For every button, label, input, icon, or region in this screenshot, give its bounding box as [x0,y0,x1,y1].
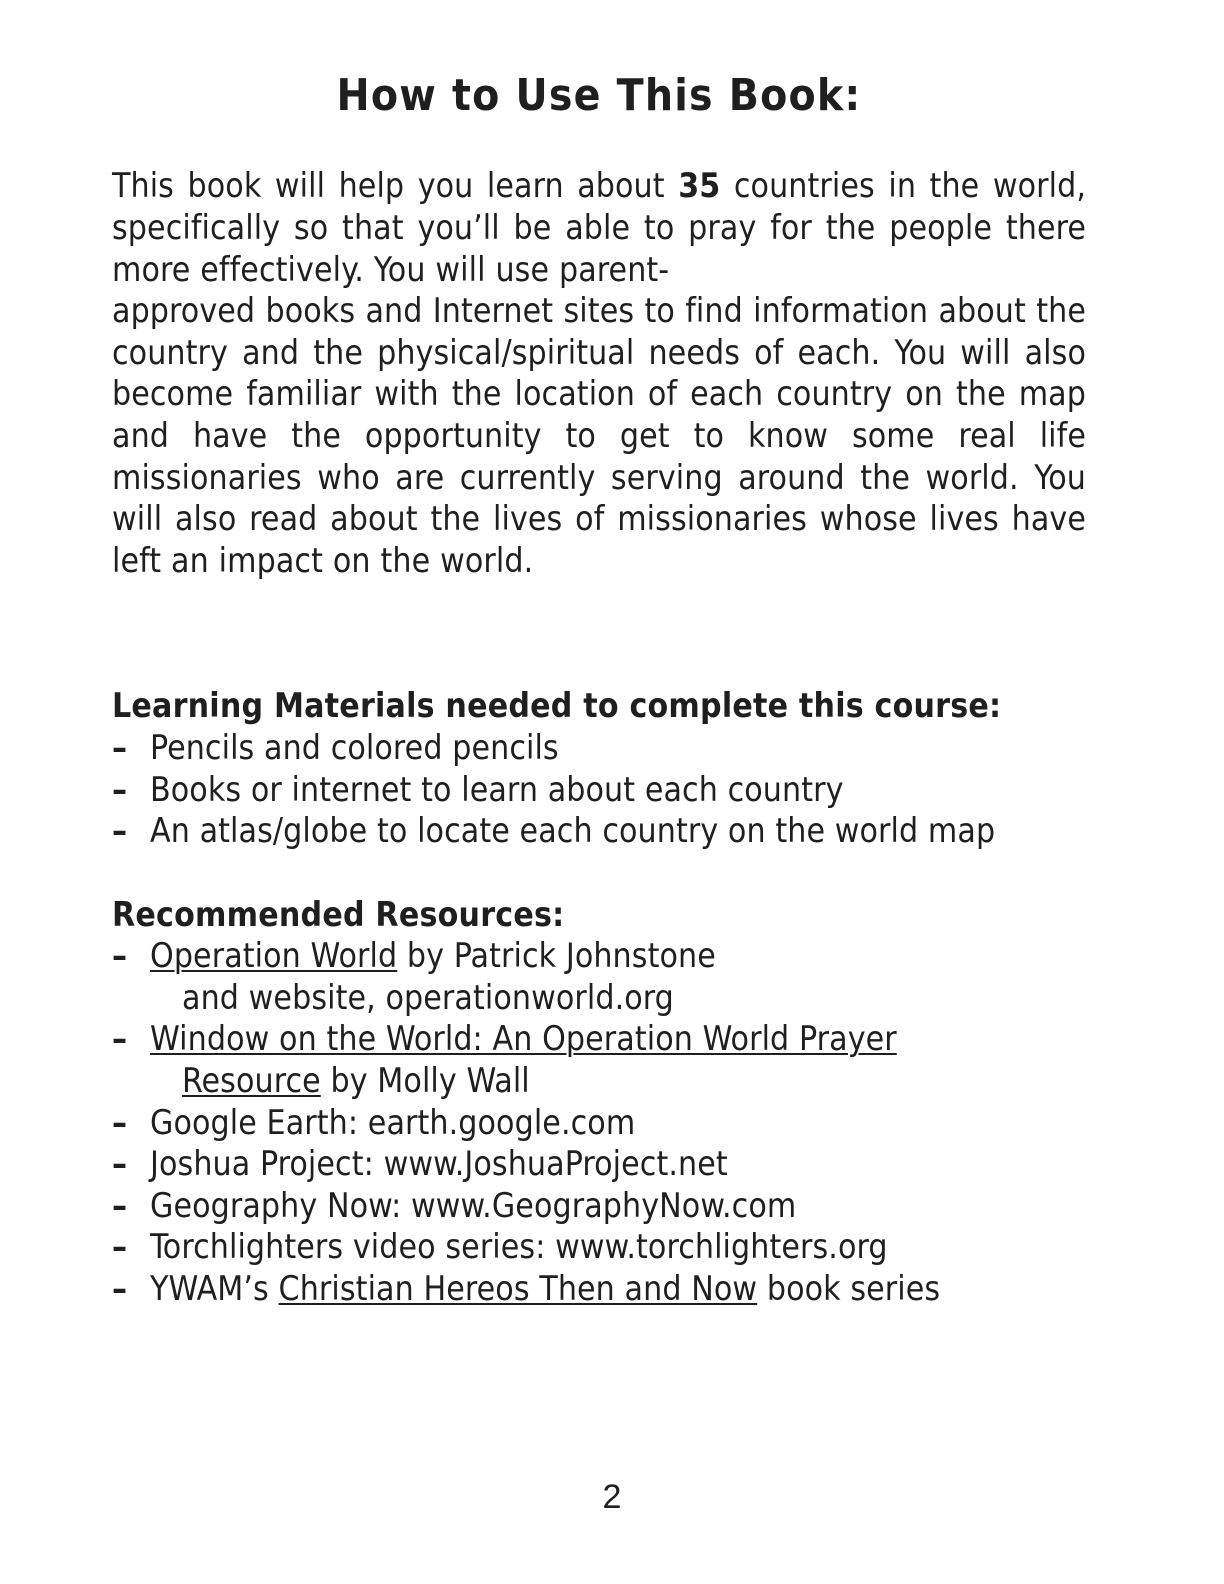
list-item [112,810,1086,852]
resource-website: and website, operationworld.org [182,977,674,1017]
list-item-label: Pencils and colored pencils [150,727,559,767]
page-number: 2 [602,1478,622,1516]
page-title: How to Use This Book: [336,70,862,121]
bullet-dash-icon: – [112,727,128,767]
list-item-label: Google Earth: earth.google.com [150,1102,636,1142]
list-item-label: Joshua Project: www.JoshuaProject.net [150,1144,728,1184]
bullet-dash-icon: – [112,1269,128,1309]
list-item [112,1143,1086,1185]
learning-materials-list [112,727,1086,852]
intro-text-part-2: countries in the world, specifically so that you’ll be able to pray for the people there more effectively. You will use parent- [112,166,1087,289]
list-item [112,1102,1086,1144]
resource-title: Operation World [150,936,398,976]
recommended-resources-heading: Recommended Resources: [112,894,565,934]
resource-publisher: YWAM’s [150,1269,279,1309]
resource-author: by Patrick Johnstone [397,936,716,976]
list-item-label: Books or internet to learn about each country [150,769,844,809]
bullet-dash-icon: – [112,1019,128,1059]
list-item [112,769,1086,811]
bullet-dash-icon: – [112,1102,128,1142]
page-content [112,0,1086,1310]
bullet-dash-icon: – [112,1185,128,1225]
recommended-resources-list [112,935,1086,1309]
bullet-dash-icon: – [112,1144,128,1184]
intro-country-count: 35 [678,166,721,206]
list-item-label: Geography Now: www.GeographyNow.com [150,1185,797,1225]
list-item-label: Torchlighters video series: www.torchlighters.org [150,1227,888,1267]
learning-materials-section [112,581,1086,851]
intro-paragraph [112,120,1086,581]
bullet-dash-icon: – [112,1227,128,1267]
intro-text-part-3: approved books and Internet sites to find information about the country and the physical/spiritual needs of each. You will also become familiar with the location of each country on the map and have the opportunity to get to know some real life missionaries who are currently serving around the world. You will also read about the lives of missionaries whose lives have left an impact on the world. [112,291,1086,580]
resource-title-continuation [150,1060,1086,1102]
bullet-dash-icon: – [112,769,128,809]
bullet-dash-icon: – [112,936,128,976]
list-item [112,935,1086,1018]
list-item [112,1018,1086,1101]
intro-text-part-1: This book will help you learn about [112,166,679,206]
learning-materials-heading: Learning Materials needed to complete this course: [112,686,1002,726]
resource-author: by Molly Wall [320,1061,530,1101]
recommended-resources-section [112,852,1086,1310]
resource-suffix: book series [757,1269,941,1309]
bullet-dash-icon: – [112,811,128,851]
list-item-label: An atlas/globe to locate each country on the world map [150,811,996,851]
list-item [112,1268,1086,1310]
list-item [112,1185,1086,1227]
list-item [112,727,1086,769]
list-item [112,1226,1086,1268]
resource-title: Window on the World: An Operation World Prayer [150,1019,897,1059]
resource-title-part-2: Resource [182,1061,321,1101]
resource-title: Christian Hereos Then and Now [278,1269,758,1309]
